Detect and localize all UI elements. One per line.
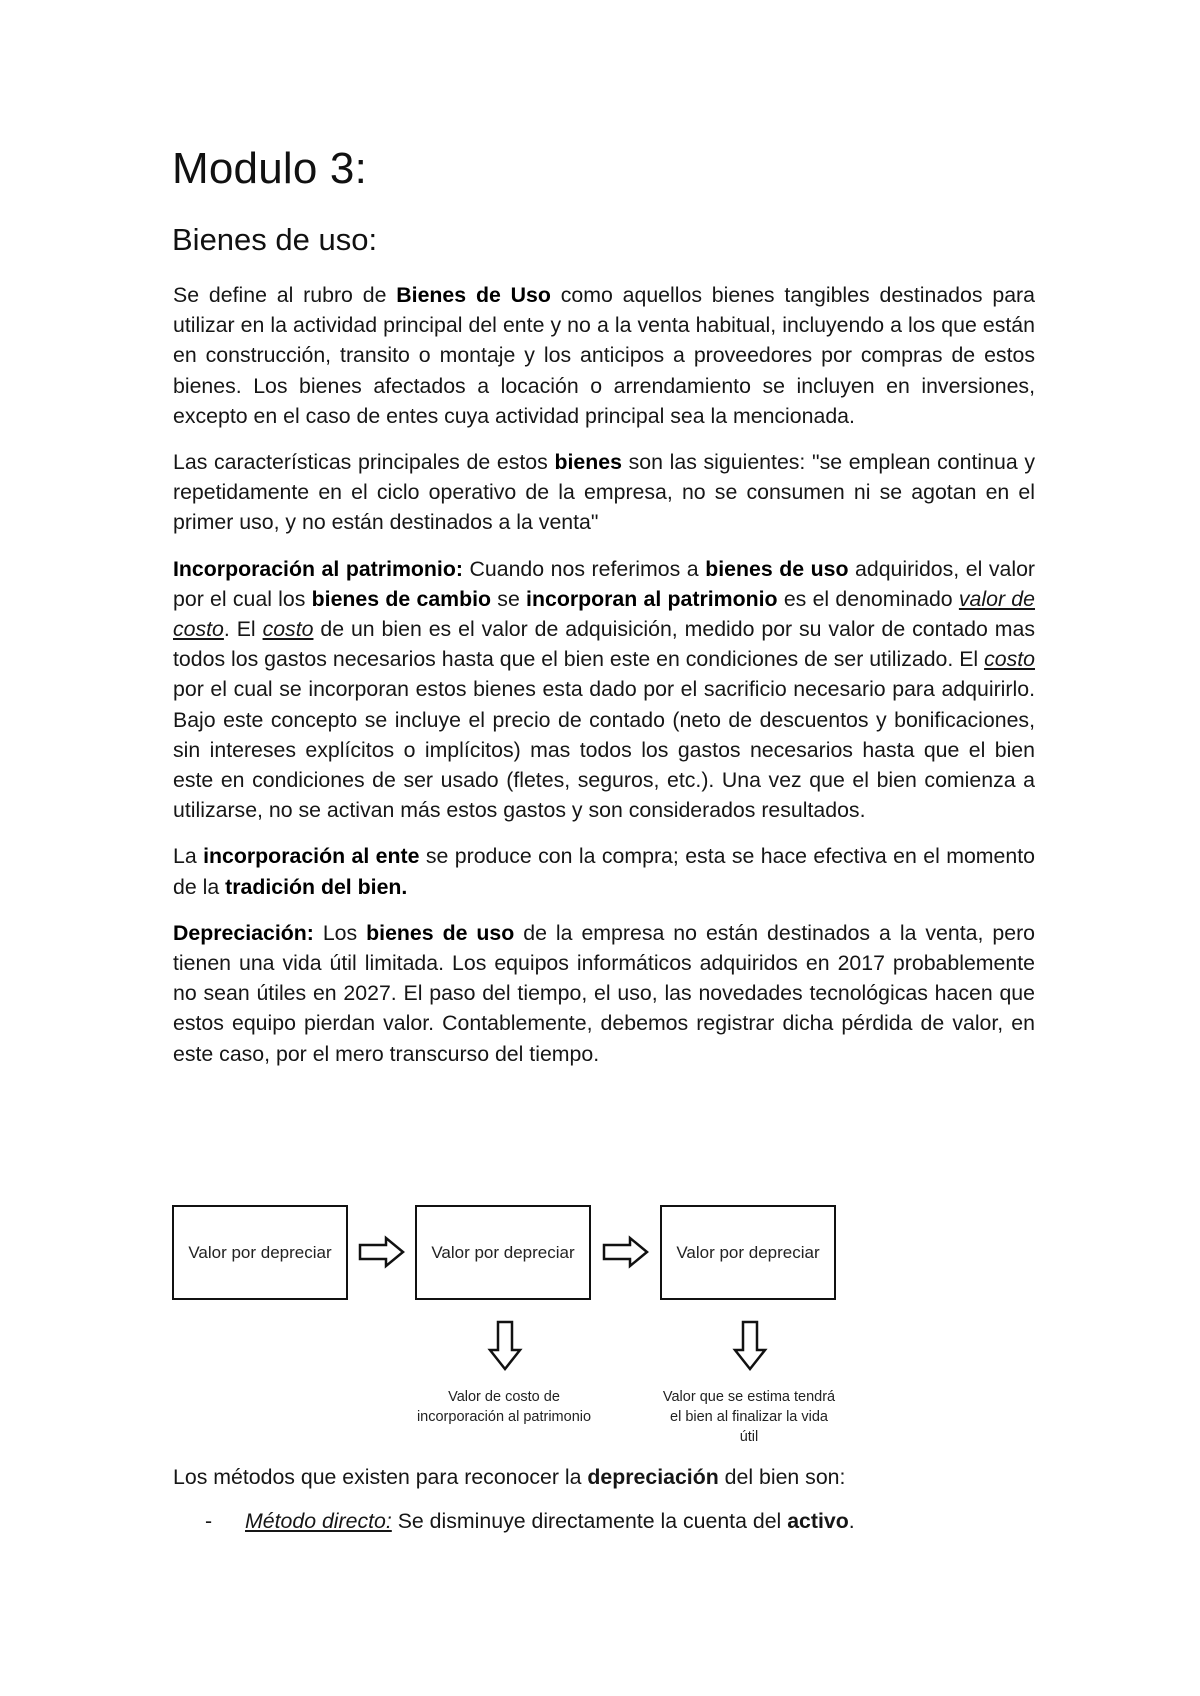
text-run: de la empresa no están destinados a la venta, pero tienen una vida útil limitada. Los equipos informáticos adquiridos en 2017 probablemente no sean útiles en 2027. El paso del tiempo, el uso, las novedades tecnológicas hacen que estos equipo pierdan valor. Contablemente, debemos registrar dicha pérdida de valor, en este caso, por el mero transcurso del tiempo. — [173, 920, 1036, 1066]
text-run: Se disminuye directamente la cuenta del — [391, 1509, 788, 1533]
text-run: Los métodos que existen para reconocer la — [173, 1465, 588, 1489]
paragraph-incorporation-ente — [173, 841, 1035, 901]
diagram-caption-2: Valor que se estima tendrá el bien al finalizar la vida útil — [662, 1389, 836, 1445]
text-run: se — [491, 586, 527, 611]
right-arrow-icon — [602, 1235, 650, 1269]
emphasis-term: valor de costo — [173, 586, 1035, 642]
emphasis-term: Método directo: — [245, 1509, 392, 1533]
paragraph-characteristics — [173, 447, 1035, 538]
text-run: Las características principales de estos — [173, 450, 555, 475]
list-item — [173, 1506, 1035, 1536]
down-arrow-icon — [487, 1320, 523, 1372]
text-run: adquiridos, el valor por el cual los — [173, 556, 1036, 611]
body-text — [173, 280, 1035, 1085]
text-run: son las siguientes: "se emplean continua y repetidamente en el ciclo operativo de la empresa, no se consumen ni se agotan en el primer uso, y no están destinados a la venta" — [173, 450, 1035, 535]
text-run: . El — [223, 617, 263, 642]
diagram-box-3: Valor por depreciar — [660, 1205, 836, 1300]
emphasis-term: costo — [262, 617, 314, 642]
text-run: . — [848, 1509, 855, 1533]
diagram-box-1: Valor por depreciar — [172, 1205, 348, 1300]
bold-term: incorporación al ente — [203, 844, 420, 869]
text-run: del bien son: — [718, 1465, 846, 1489]
paragraph-definition — [173, 280, 1035, 431]
text-run: por el cual se incorporan estos bienes esta dado por el sacrificio necesario para adquirirlo. Bajo este concepto se incluye el precio de contado (neto de descuentos y bonificaciones, sin intereses explícitos o implícitos) mas todos los gastos necesarios hasta que el bien este en condiciones de ser usado (fletes, seguros, etc.). Una vez que el bien comienza a utilizarse, no se activan más estos gastos y son considerados resultados. — [173, 677, 1035, 823]
text-run: como aquellos bienes tangibles destinados para utilizar en la actividad principal del ente y no a la venta habitual, incluyendo a los que están en construcción, transito o montaje y los anticipos a proveedores por compras de estos bienes. Los bienes afectados a locación o arrendamiento se incluyen en inversiones, excepto en el caso de entes cuya actividad principal sea la mencionada. — [173, 283, 1035, 428]
depreciation-diagram — [172, 1205, 852, 1450]
text-run: Se define al rubro de — [173, 283, 397, 307]
bold-term: incorporan al patrimonio — [526, 586, 778, 611]
bold-term: bienes — [554, 450, 622, 475]
bold-term: bienes de cambio — [311, 586, 492, 611]
bold-term: bienes de uso — [366, 920, 515, 945]
diagram-caption-1: Valor de costo de incorporación al patrimonio — [416, 1389, 592, 1425]
text-run: Cuando nos referimos a — [462, 556, 706, 581]
page-title: Modulo 3: — [172, 144, 368, 193]
bold-term: activo — [787, 1509, 849, 1533]
text-run: se produce con la compra; esta se hace efectiva en el momento de la — [173, 844, 1035, 899]
bold-term: Depreciación: — [173, 920, 314, 945]
bold-term: bienes de uso — [705, 556, 849, 581]
bold-term: depreciación — [587, 1465, 719, 1489]
text-run: de un bien es el valor de adquisición, medido por su valor de contado mas todos los gastos necesarios hasta que el bien este en condiciones de ser utilizado. El — [173, 617, 1036, 672]
bold-term: Incorporación al patrimonio: — [173, 556, 463, 581]
text-run: es el denominado — [777, 586, 959, 611]
paragraph-incorporation — [173, 554, 1035, 826]
section-heading: Bienes de uso: — [172, 222, 378, 257]
list-item-text — [245, 1506, 855, 1536]
bold-term: Bienes de Uso — [396, 283, 551, 307]
paragraph-methods — [173, 1462, 1035, 1492]
diagram-box-2: Valor por depreciar — [415, 1205, 591, 1300]
paragraph-depreciation — [173, 918, 1035, 1069]
bold-term: tradición del bien. — [225, 874, 408, 899]
emphasis-term: costo — [984, 647, 1035, 672]
text-run: Los — [313, 920, 367, 945]
text-run: La — [173, 844, 204, 869]
right-arrow-icon — [358, 1235, 406, 1269]
down-arrow-icon — [732, 1320, 768, 1372]
methods-section — [173, 1462, 1035, 1536]
bullet-dash: - — [205, 1509, 213, 1533]
